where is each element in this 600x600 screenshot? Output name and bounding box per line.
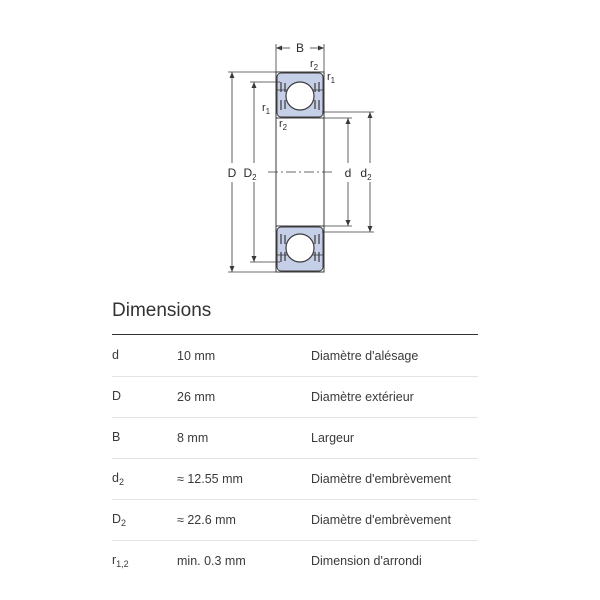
table-row: [112, 541, 478, 582]
table-row: [112, 500, 478, 541]
dimension-symbol: D: [112, 377, 177, 418]
dimension-value: 10 mm: [177, 336, 311, 377]
ball-top: [286, 82, 314, 110]
dimension-description: Diamètre d'embrèvement: [311, 500, 478, 541]
dimension-value: min. 0.3 mm: [177, 554, 246, 568]
label-r2-top: $r_2$: [310, 58, 319, 72]
ball-bottom: [286, 234, 314, 262]
bearing-drawing: [0, 0, 600, 290]
table-row: [112, 459, 478, 500]
label-B: B: [295, 41, 305, 55]
dimension-value: 26 mm: [177, 377, 311, 418]
dimension-symbol: $D_2$: [112, 500, 177, 541]
dimension-symbol: $d_2$: [112, 459, 177, 500]
bearing-section-bottom: [277, 227, 323, 271]
section-title: Dimensions: [112, 300, 212, 321]
dimension-symbol: $r_{1,2}$: [112, 553, 129, 569]
label-D: D: [227, 166, 237, 180]
label-r1-top: $r_1$: [327, 71, 336, 85]
dimensions-table: [112, 336, 478, 581]
dimension-value: ≈ 22.6 mm: [177, 500, 311, 541]
table-row: [112, 418, 478, 459]
dimension-description: Largeur: [311, 418, 478, 459]
dimension-symbol: B: [112, 418, 177, 459]
table-row: [112, 336, 478, 377]
label-r1-left: $r_1$: [262, 102, 271, 116]
dimension-description: Diamètre d'alésage: [311, 336, 478, 377]
dimension-description: Diamètre extérieur: [311, 377, 478, 418]
label-r2-bottom: $r_2$: [279, 118, 288, 132]
dimension-description: Dimension d'arrondi: [311, 554, 422, 568]
label-D2: $D_2$: [243, 166, 257, 182]
dimension-description: Diamètre d'embrèvement: [311, 459, 478, 500]
dimension-value: 8 mm: [177, 418, 311, 459]
bearing-section-top: [277, 73, 323, 117]
dimension-symbol: d: [112, 336, 177, 377]
table-row: [112, 377, 478, 418]
title-divider: [112, 334, 478, 335]
label-d: d: [344, 166, 352, 180]
label-d2: $d_2$: [360, 166, 372, 182]
dimension-value: ≈ 12.55 mm: [177, 459, 311, 500]
